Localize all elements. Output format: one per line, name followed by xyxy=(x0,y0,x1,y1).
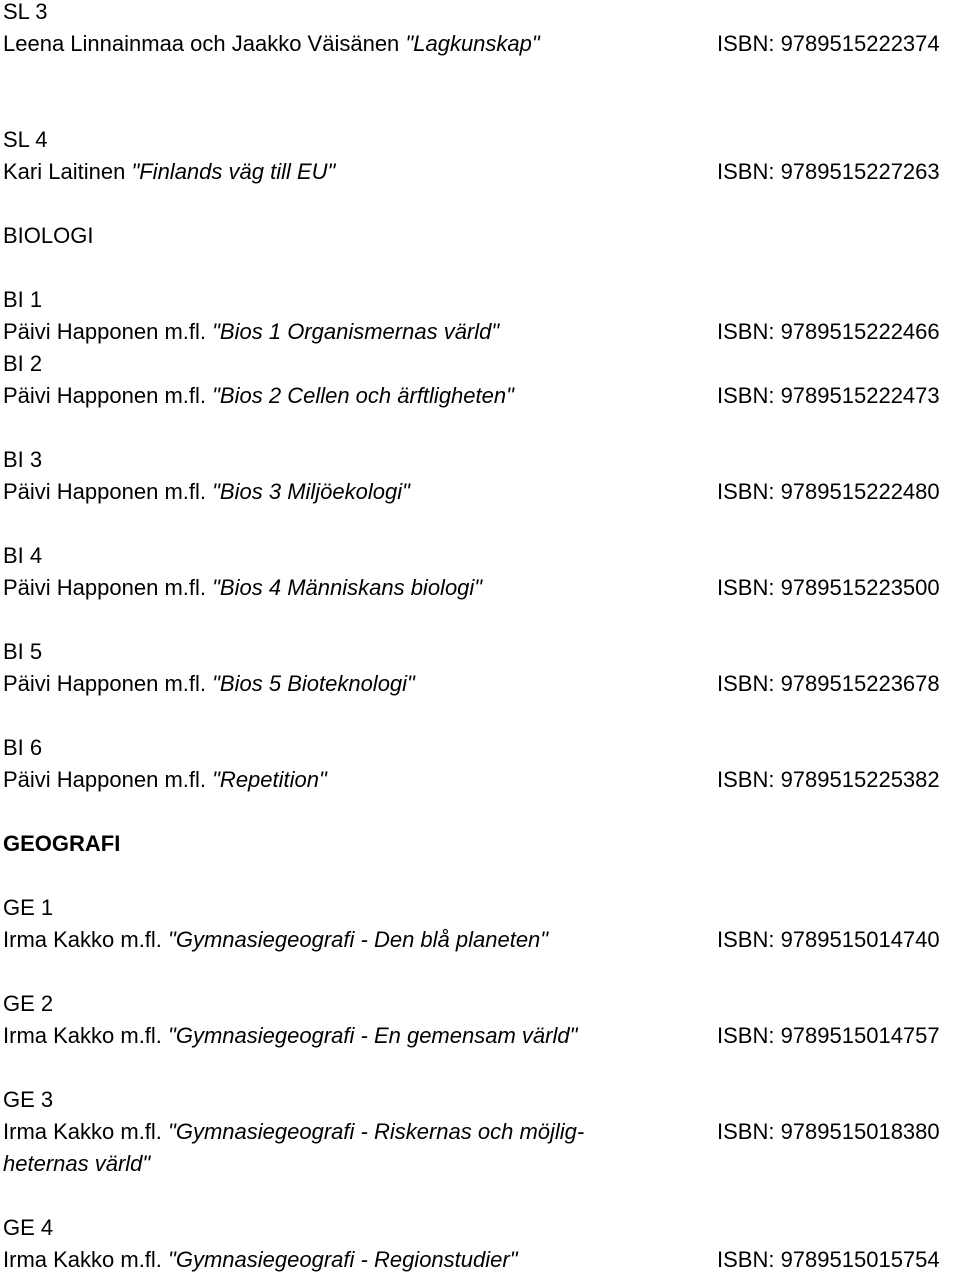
course-code: BI 4 xyxy=(3,543,43,568)
book-author: Päivi Happonen m.fl. xyxy=(3,767,206,792)
book-title: "Lagkunskap" xyxy=(405,31,540,56)
book-isbn: ISBN: 9789515015754 xyxy=(717,1247,940,1272)
book-author: Kari Laitinen xyxy=(3,159,126,184)
book-isbn: ISBN: 9789515223678 xyxy=(717,671,940,696)
book-line xyxy=(3,380,514,412)
section-heading: GEOGRAFI xyxy=(3,831,121,856)
book-title: "Gymnasiegeografi - Regionstudier" xyxy=(168,1247,518,1272)
book-title: "Gymnasiegeografi - Riskernas och möjlig- xyxy=(168,1119,585,1144)
book-author: Irma Kakko m.fl. xyxy=(3,1119,162,1144)
book-line xyxy=(3,316,499,348)
book-author: Päivi Happonen m.fl. xyxy=(3,383,206,408)
course-code: BI 3 xyxy=(3,447,43,472)
course-code: BI 2 xyxy=(3,351,43,376)
course-code: BI 6 xyxy=(3,735,43,760)
book-isbn: ISBN: 9789515014757 xyxy=(717,1023,940,1048)
book-title: "Bios 2 Cellen och ärftligheten" xyxy=(212,383,514,408)
book-author: Irma Kakko m.fl. xyxy=(3,1023,162,1048)
book-isbn: ISBN: 9789515222473 xyxy=(717,383,940,408)
book-title: "Gymnasiegeografi - Den blå planeten" xyxy=(168,927,549,952)
book-line xyxy=(3,1244,518,1276)
book-author: Päivi Happonen m.fl. xyxy=(3,671,206,696)
book-isbn: ISBN: 9789515222466 xyxy=(717,319,940,344)
book-isbn: ISBN: 9789515223500 xyxy=(717,575,940,600)
book-author: Päivi Happonen m.fl. xyxy=(3,479,206,504)
book-title: "Repetition" xyxy=(212,767,327,792)
book-line xyxy=(3,156,335,188)
course-code: SL 3 xyxy=(3,0,48,24)
book-line xyxy=(3,1020,577,1052)
book-title: "Finlands väg till EU" xyxy=(131,159,336,184)
book-line xyxy=(3,572,482,604)
book-line xyxy=(3,668,415,700)
book-title: "Bios 5 Bioteknologi" xyxy=(212,671,415,696)
book-line xyxy=(3,476,410,508)
book-title: "Bios 3 Miljöekologi" xyxy=(212,479,410,504)
book-author: Päivi Happonen m.fl. xyxy=(3,575,206,600)
course-code: GE 1 xyxy=(3,895,54,920)
book-line xyxy=(3,28,540,60)
book-line xyxy=(3,764,327,796)
course-code: BI 1 xyxy=(3,287,43,312)
book-isbn: ISBN: 9789515222480 xyxy=(717,479,940,504)
book-line xyxy=(3,1116,584,1148)
document-page xyxy=(3,0,960,1277)
book-title-continued: heternas värld" xyxy=(3,1151,151,1176)
book-isbn: ISBN: 9789515225382 xyxy=(717,767,940,792)
book-isbn: ISBN: 9789515222374 xyxy=(717,31,940,56)
course-code: GE 2 xyxy=(3,991,54,1016)
course-code: SL 4 xyxy=(3,127,48,152)
book-line xyxy=(3,924,548,956)
section-heading: BIOLOGI xyxy=(3,223,94,248)
course-code: GE 4 xyxy=(3,1215,54,1240)
course-code: GE 3 xyxy=(3,1087,54,1112)
book-author: Leena Linnainmaa och Jaakko Väisänen xyxy=(3,31,400,56)
book-title: "Gymnasiegeografi - En gemensam värld" xyxy=(168,1023,578,1048)
book-isbn: ISBN: 9789515018380 xyxy=(717,1119,940,1144)
book-isbn: ISBN: 9789515227263 xyxy=(717,159,940,184)
book-author: Irma Kakko m.fl. xyxy=(3,927,162,952)
course-code: BI 5 xyxy=(3,639,43,664)
book-isbn: ISBN: 9789515014740 xyxy=(717,927,940,952)
book-title: "Bios 4 Människans biologi" xyxy=(212,575,483,600)
book-author: Irma Kakko m.fl. xyxy=(3,1247,162,1272)
book-author: Päivi Happonen m.fl. xyxy=(3,319,206,344)
book-title: "Bios 1 Organismernas värld" xyxy=(212,319,500,344)
